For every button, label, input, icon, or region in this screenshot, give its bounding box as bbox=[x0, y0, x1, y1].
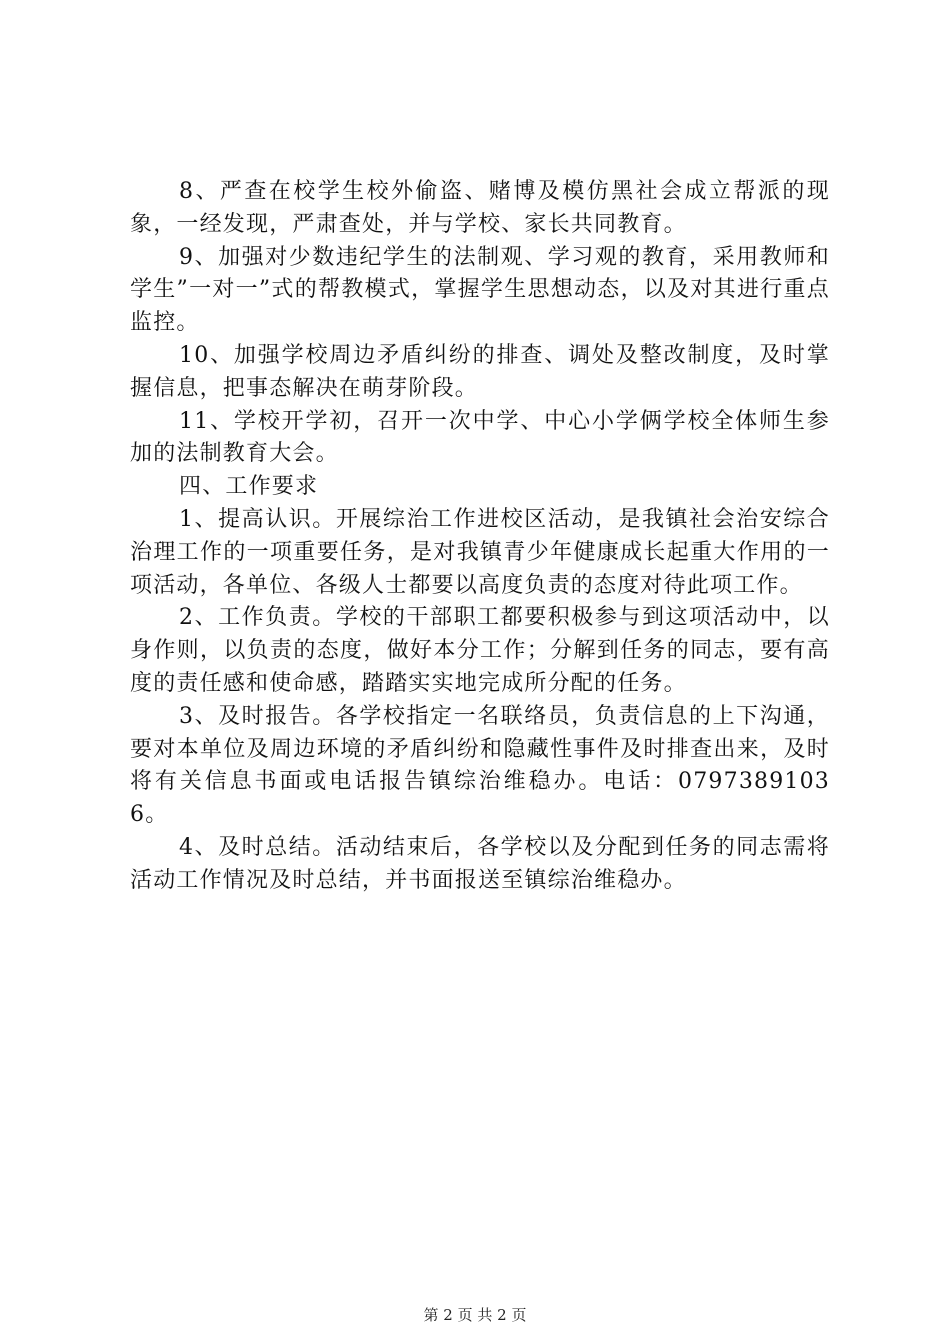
requirement-item-1: 1、提高认识。开展综治工作进校区活动，是我镇社会治安综合治理工作的一项重要任务，是对我镇青少年健康成长起重大作用的一项活动，各单位、各级人士都要以高度负责的态度对待此项工作。 bbox=[130, 506, 830, 598]
paragraph-item-10: 10、加强学校周边矛盾纠纷的排查、调处及整改制度，及时掌握信息，把事态解决在萌芽阶段。 bbox=[130, 342, 830, 401]
paragraph-item-11: 11、学校开学初，召开一次中学、中心小学俩学校全体师生参加的法制教育大会。 bbox=[130, 408, 830, 467]
requirement-item-4: 4、及时总结。活动结束后，各学校以及分配到任务的同志需将活动工作情况及时总结，并书面报送至镇综治维稳办。 bbox=[130, 834, 830, 893]
page-number-footer: 第 2 页 共 2 页 bbox=[423, 1306, 527, 1324]
paragraph-item-8: 8、严查在校学生校外偷盗、赌博及模仿黑社会成立帮派的现象，一经发现，严肃查处，并与学校、家长共同教育。 bbox=[130, 179, 830, 237]
section-heading-work-requirements: 四、工作要求 bbox=[179, 474, 319, 500]
requirement-item-3: 3、及时报告。各学校指定一名联络员，负责信息的上下沟通，要对本单位及周边环境的矛盾纠纷和隐藏性事件及时排查出来，及时将有关信息书面或电话报告镇综治维稳办。电话：07973891036。 bbox=[130, 703, 830, 828]
document-body bbox=[130, 176, 830, 898]
paragraph-item-9: 9、加强对少数违纪学生的法制观、学习观的教育，采用教师和学生”一对一”式的帮教模式，掌握学生思想动态，以及对其进行重点监控。 bbox=[130, 244, 830, 336]
requirement-item-2: 2、工作负责。学校的干部职工都要积极参与到这项活动中，以身作则，以负责的态度，做好本分工作；分解到任务的同志，要有高度的责任感和使命感，踏踏实实地完成所分配的任务。 bbox=[130, 605, 830, 696]
